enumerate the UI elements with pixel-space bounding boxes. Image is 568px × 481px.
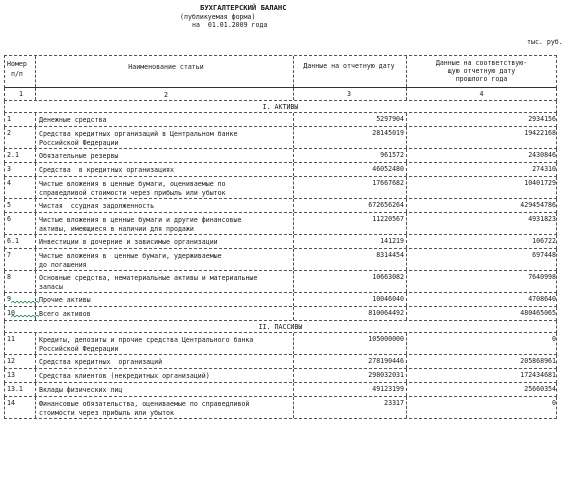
row-current-value: 141219 [293,235,406,248]
header-number: Номер п/п [7,60,27,78]
table-row [4,333,557,355]
table-row [4,149,557,163]
row-current-value: 28145019 [293,127,406,148]
row-name: Вклады физических лиц [35,383,293,396]
balance-sheet-table [4,55,557,419]
row-number: 8 [7,273,11,281]
row-number: 6 [7,215,11,223]
row-name: Чистая ссудная задолженность [35,199,293,212]
row-name: Денежные средства [35,113,293,126]
row-name: Основные средства, нематериальные активы и материальные запасы [35,271,293,292]
document-title: БУХГАЛТЕРСКИЙ БАЛАНС [200,3,287,12]
table-row [4,199,557,213]
row-prior-value: 25660354 [406,383,558,396]
table-row [4,383,557,397]
header-name: Наименование статьи [35,56,293,87]
row-current-value: 17667682 [293,177,406,198]
column-index: 2 [35,88,293,100]
row-current-value: 105000000 [293,333,406,354]
row-number: 12 [7,357,15,365]
row-current-value: 23317 [293,397,406,418]
row-name: Средства в кредитных организациях [35,163,293,176]
spellcheck-squiggle [11,315,39,318]
currency-units: тыс. руб. [527,38,563,46]
row-number: 2 [7,129,11,137]
row-prior-value: 0 [406,333,558,354]
row-number: 6.1 [7,237,19,245]
table-row [4,177,557,199]
row-number: 13 [7,371,15,379]
row-number: 5 [7,201,11,209]
row-name: Всего активов [35,307,293,320]
row-current-value: 298032031 [293,369,406,382]
row-current-value: 5297904 [293,113,406,126]
row-name: Чистые вложения в ценные бумаги, удерживаемые до погашения [35,249,293,270]
table-row [4,113,557,127]
table-row [4,307,557,321]
row-name: Обязательные резервы [35,149,293,162]
table-row [4,235,557,249]
row-prior-value: 697448 [406,249,558,270]
spellcheck-squiggle [11,301,39,304]
row-current-value: 810064492 [293,307,406,320]
row-number: 3 [7,165,11,173]
row-number: 10 [7,309,15,317]
table-row [4,369,557,383]
row-name: Средства кредитных организаций в Центральном банке Российской Федерации [35,127,293,148]
table-row [4,397,557,419]
row-prior-value: 10401729 [406,177,558,198]
report-date: на 01.01.2009 года [192,21,268,29]
row-current-value: 46052480 [293,163,406,176]
header-current-date: Данные на отчетную дату [293,56,406,87]
row-prior-value: 0 [406,397,558,418]
row-prior-value: 274310 [406,163,558,176]
row-prior-value: 7640998 [406,271,558,292]
table-row [4,163,557,177]
row-prior-value: 205868961 [406,355,558,368]
section-header [4,101,557,113]
row-prior-value: 2934156 [406,113,558,126]
row-prior-value: 4708640 [406,293,558,306]
table-row [4,127,557,149]
row-number: 11 [7,335,15,343]
row-number: 1 [7,115,11,123]
column-index: 1 [19,90,23,98]
row-number: 13.1 [7,385,23,393]
row-prior-value: 106722 [406,235,558,248]
row-current-value: 10663082 [293,271,406,292]
column-index: 3 [293,88,406,100]
header-prior-year: Данные на соответствую- щую отчетную дату прошлого года [406,56,558,87]
row-current-value: 49123199 [293,383,406,396]
table-header-row [4,55,557,88]
row-current-value: 10046040 [293,293,406,306]
section-label: II. ПАССИВЫ [258,323,303,331]
row-current-value: 8314454 [293,249,406,270]
row-prior-value: 19422168 [406,127,558,148]
row-prior-value: 429454786 [406,199,558,212]
row-number: 4 [7,179,11,187]
table-row [4,271,557,293]
column-index: 4 [406,88,558,100]
row-name: Инвестиции в дочерние и зависимые организации [35,235,293,248]
row-name: Финансовые обязательства, оцениваемые по справедливой стоимости через прибыль или убыток [35,397,293,418]
section-label: I. АКТИВЫ [262,103,299,111]
row-name: Средства кредитных организаций [35,355,293,368]
row-current-value: 672656264 [293,199,406,212]
row-number: 2.1 [7,151,19,159]
row-name: Чистые вложения в ценные бумаги, оцениваемые по справедливой стоимости через прибыль или убыток [35,177,293,198]
section-header [4,321,557,333]
table-row [4,355,557,369]
table-row [4,293,557,307]
column-index-row [4,88,557,101]
row-current-value: 961572 [293,149,406,162]
row-number: 7 [7,251,11,259]
row-number: 9 [7,295,11,303]
row-current-value: 278190446 [293,355,406,368]
row-name: Чистые вложения в ценные бумаги и другие финансовые активы, имеющиеся в наличии для продажи [35,213,293,234]
row-name: Прочие активы [35,293,293,306]
row-prior-value: 2430846 [406,149,558,162]
row-name: Средства клиентов (некредитных организаций) [35,369,293,382]
row-name: Кредиты, депозиты и прочие средства Центрального банка Российской Федерации [35,333,293,354]
document-subtitle: (публикуемая форма) [180,13,256,21]
row-number: 14 [7,399,15,407]
row-current-value: 11220567 [293,213,406,234]
row-prior-value: 172434681 [406,369,558,382]
row-prior-value: 480465065 [406,307,558,320]
table-row [4,249,557,271]
table-row [4,213,557,235]
row-prior-value: 4931823 [406,213,558,234]
